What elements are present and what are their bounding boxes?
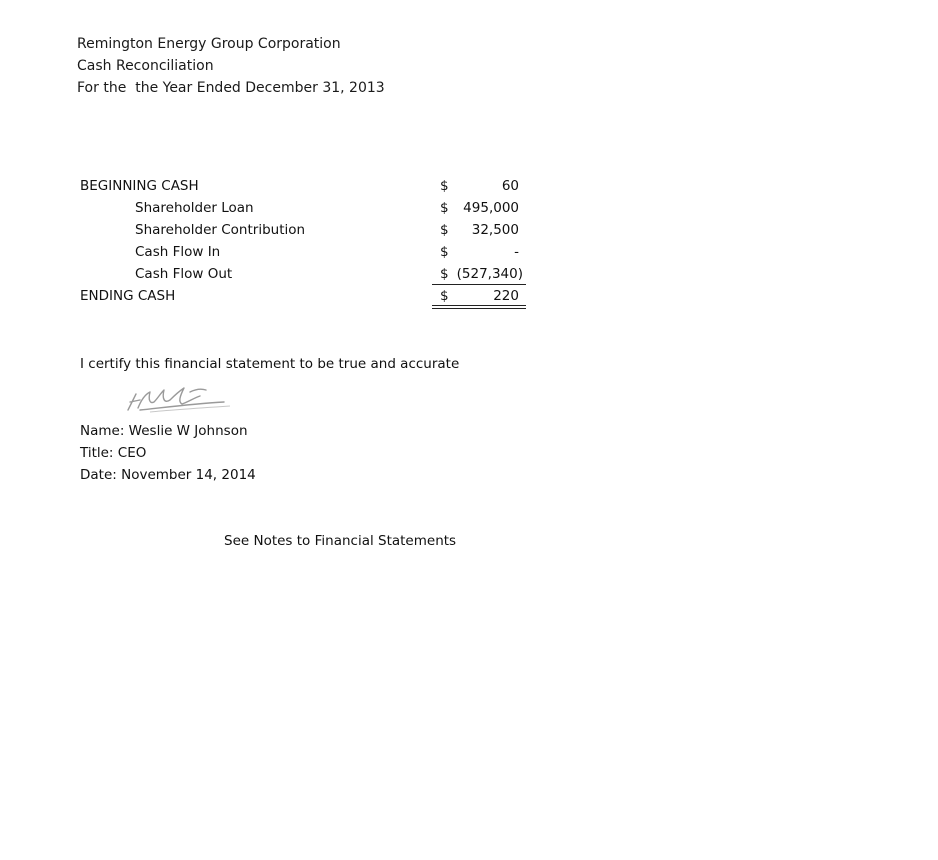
line-item-currency: $ — [440, 200, 449, 216]
signature-date: Date: November 14, 2014 — [80, 467, 256, 483]
line-item-currency: $ — [440, 244, 449, 260]
line-item-amount: - — [514, 244, 519, 260]
notes-reference: See Notes to Financial Statements — [224, 533, 457, 549]
total-double-rule — [432, 305, 526, 309]
beginning-cash-amount: 60 — [501, 178, 519, 194]
line-item-label: Shareholder Loan — [135, 200, 254, 216]
beginning-cash-currency: $ — [440, 178, 449, 194]
signatory-name: Name: Weslie W Johnson — [80, 423, 248, 439]
signatory-title: Title: CEO — [80, 445, 147, 461]
ending-cash-currency: $ — [440, 288, 449, 304]
signature-image — [120, 380, 240, 416]
statement-period: For the the Year Ended December 31, 2013 — [77, 80, 385, 96]
statement-title: Cash Reconciliation — [77, 58, 214, 74]
line-item-label: Shareholder Contribution — [135, 222, 306, 238]
company-name: Remington Energy Group Corporation — [77, 36, 341, 52]
beginning-cash-label: BEGINNING CASH — [80, 178, 199, 194]
line-item-amount: 495,000 — [463, 200, 519, 216]
line-item-currency: $ — [440, 222, 449, 238]
line-item-currency: $ — [440, 266, 449, 282]
line-item-label: Cash Flow Out — [135, 266, 233, 282]
certification-statement: I certify this financial statement to be true and accurate — [80, 356, 460, 372]
subtotal-rule — [432, 284, 526, 285]
ending-cash-amount: 220 — [493, 288, 519, 304]
line-item-amount: (527,340) — [456, 266, 523, 282]
line-item-label: Cash Flow In — [135, 244, 221, 260]
line-item-amount: 32,500 — [471, 222, 519, 238]
ending-cash-label: ENDING CASH — [80, 288, 176, 304]
